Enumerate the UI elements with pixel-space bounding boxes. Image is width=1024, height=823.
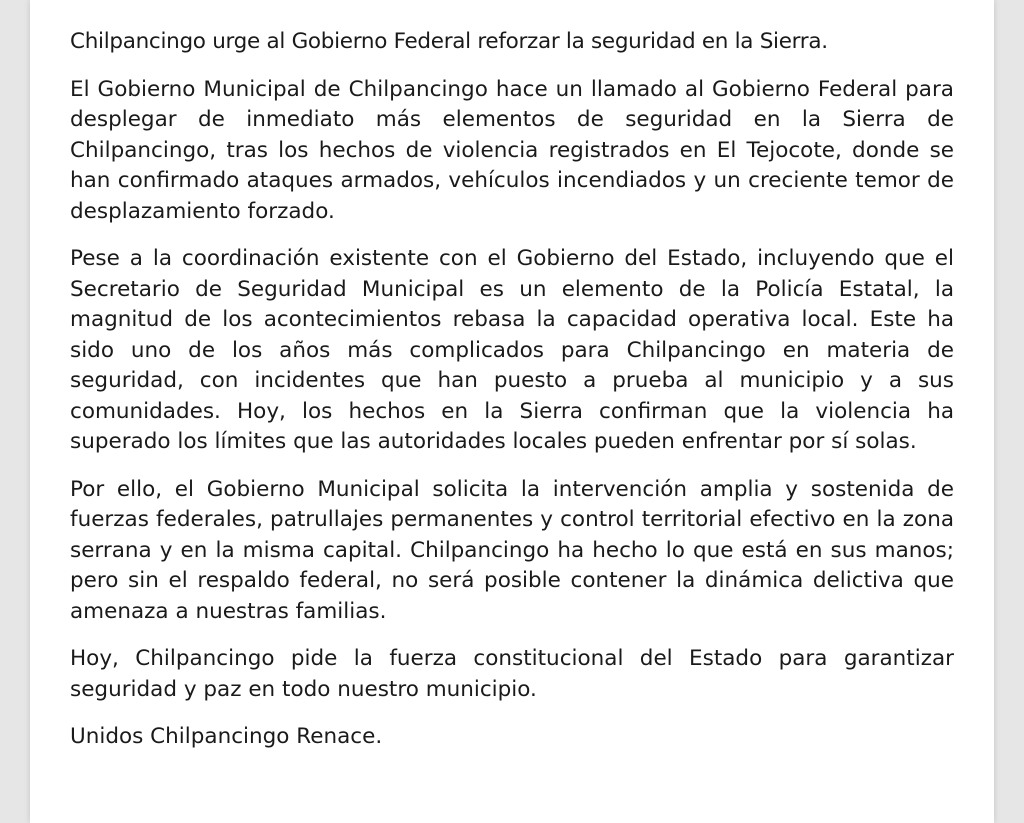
paragraph-3: Por ello, el Gobierno Municipal solicita la intervención amplia y sostenida de fuerzas federales, patrullajes permanentes y control territorial efectivo en la zona serrana y en la misma capital. Chilpancingo ha hecho lo que está en sus manos; pero sin el respaldo federal, no será posible contener la dinámica delictiva que amenaza a nuestras familias. bbox=[70, 476, 954, 624]
paragraph-2: Pese a la coordinación existente con el Gobierno del Estado, incluyendo que el Secretario de Seguridad Municipal es un elemento de la Policía Estatal, la magnitud de los acontecimientos rebasa la capacidad operativa local. Este ha sido uno de los años más complicados para Chilpancingo en materia de seguridad, con incidentes que han puesto a prueba al municipio y a sus comunidades. Hoy, los hechos en la Sierra confirman que la violencia ha superado los límites que las autoridades locales pueden enfrentar por sí solas. bbox=[70, 246, 954, 454]
paragraph-4: Hoy, Chilpancingo pide la fuerza constitucional del Estado para garantizar seguridad y paz en todo nuestro municipio. bbox=[70, 646, 954, 702]
document-page bbox=[30, 0, 994, 823]
document-body bbox=[70, 27, 954, 753]
closing-line: Unidos Chilpancingo Renace. bbox=[70, 724, 383, 749]
paragraph-1: El Gobierno Municipal de Chilpancingo hace un llamado al Gobierno Federal para desplegar de inmediato más elementos de seguridad en la Sierra de Chilpancingo, tras los hechos de violencia registrados en El Tejocote, donde se han confirmado ataques armados, vehículos incendiados y un creciente temor de desplazamiento forzado. bbox=[70, 76, 954, 224]
document-title: Chilpancingo urge al Gobierno Federal reforzar la seguridad en la Sierra. bbox=[70, 29, 828, 54]
